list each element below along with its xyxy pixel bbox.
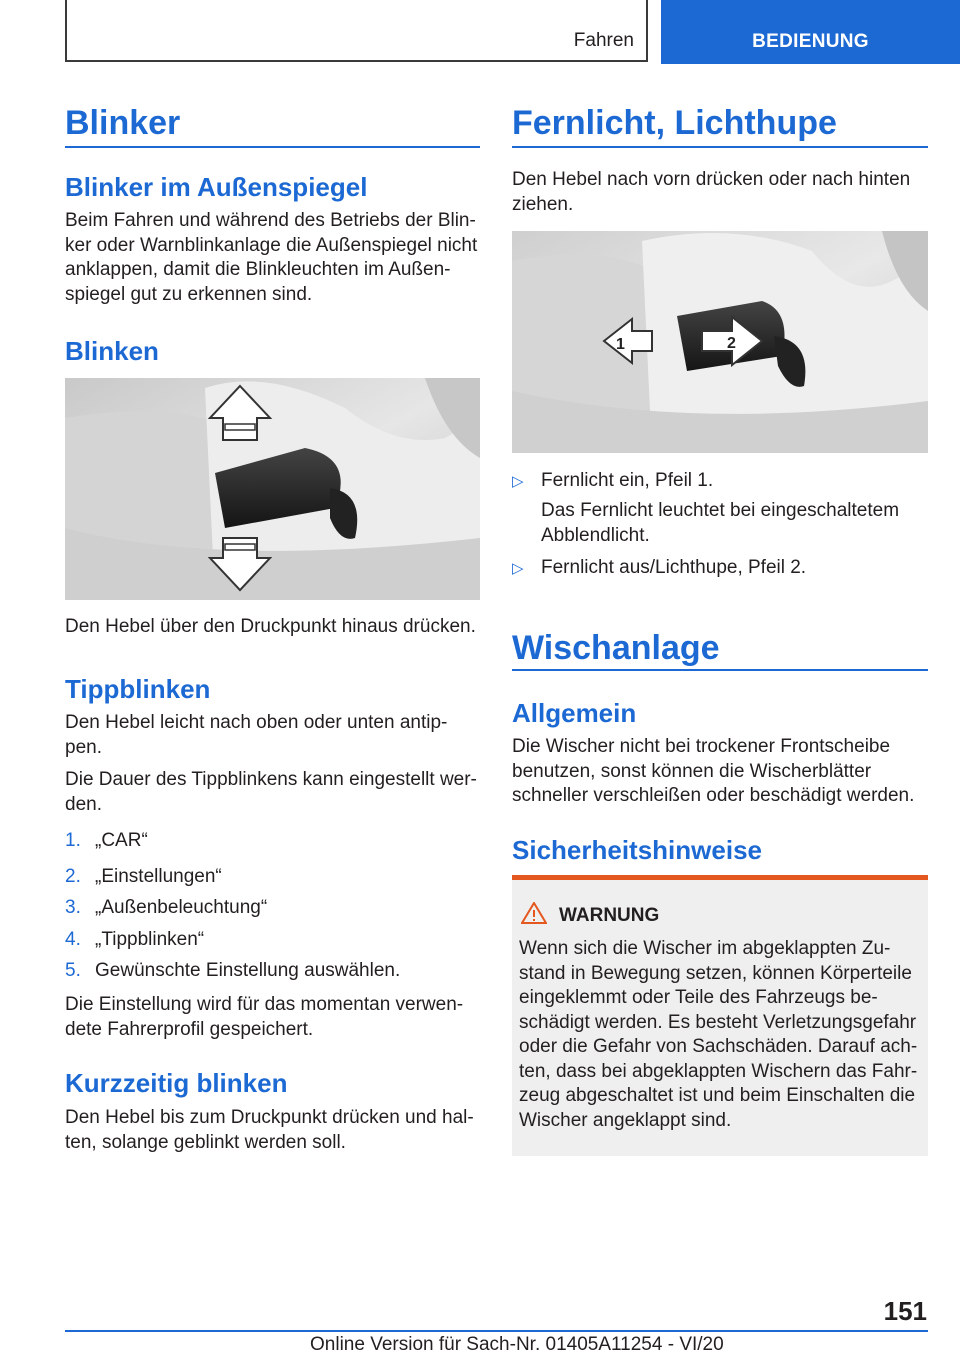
- heading-blinker-aussenspiegel: Blinker im Außenspiegel: [65, 172, 368, 202]
- step-text: „Tippblinken“: [95, 929, 205, 950]
- svg-text:1: 1: [616, 336, 625, 353]
- paragraph-kurzzeitig: Den Hebel bis zum Druckpunkt drücken und hal- ten, solange geblinkt werden soll.: [65, 1107, 474, 1153]
- footer-rule: [65, 1330, 928, 1332]
- heading-rule: [65, 146, 480, 148]
- header-tab[interactable]: [661, 0, 960, 64]
- heading-blinker: Blinker: [65, 104, 181, 142]
- heading-allgemein: Allgemein: [512, 698, 637, 728]
- page-number: 151: [883, 1296, 927, 1326]
- warning-triangle-icon: [521, 902, 547, 924]
- paragraph-tippblinken-2: Die Dauer des Tippblinkens kann eingestellt wer- den.: [65, 769, 477, 815]
- step-number: 4.: [65, 929, 81, 950]
- bullet-triangle-icon: ▷: [512, 560, 524, 577]
- heading-blinken: Blinken: [65, 336, 159, 366]
- svg-text:2: 2: [727, 335, 736, 352]
- step-number: 3.: [65, 897, 81, 918]
- warning-box: [512, 875, 928, 1156]
- header-box: [65, 0, 648, 62]
- bullet-fernlicht-ein: Fernlicht ein, Pfeil 1.: [541, 470, 714, 491]
- paragraph-tippblinken-1: Den Hebel leicht nach oben oder unten antip- pen.: [65, 712, 448, 758]
- step-text: „CAR“: [95, 830, 148, 851]
- bullet-fernlicht-ein-detail: Das Fernlicht leuchtet bei eingeschaltetem Abblendlicht.: [541, 500, 900, 546]
- step-number: 2.: [65, 866, 81, 887]
- step-text: „Einstellungen“: [95, 866, 222, 887]
- warning-title: WARNUNG: [559, 905, 660, 926]
- heading-sicherheitshinweise: Sicherheitshinweise: [512, 835, 762, 865]
- warning-text: Wenn sich die Wischer im abgeklappten Zu- stand in Bewegung setzen, können Körperteile eingeklemmt oder Teile des Fahrzeugs be- schädigt werden. Es besteht Verletzungsgefahr oder die Gefahr von Sachschäden. Darauf ach- ten, dass bei abgeklappten Wischern das Fahr- zeug abgeschaltet ist und beim Einschalten die Wischer angeklappt sind.: [519, 938, 918, 1131]
- paragraph-allgemein: Die Wischer nicht bei trockener Frontscheibe benutzen, sonst können die Wischerblätter schneller verschleißen oder beschädigt werden.: [512, 736, 915, 806]
- step-text: Gewünschte Einstellung auswählen.: [95, 960, 401, 981]
- paragraph-fernlicht: Den Hebel nach vorn drücken oder nach hinten ziehen.: [512, 169, 911, 215]
- heading-wischanlage: Wischanlage: [512, 629, 720, 667]
- step-number: 1.: [65, 830, 81, 851]
- header-tab-label: BEDIENUNG: [752, 31, 869, 52]
- fernlicht-lever-image: [512, 231, 928, 453]
- heading-fernlicht: Fernlicht, Lichthupe: [512, 104, 837, 142]
- heading-rule: [512, 146, 928, 148]
- heading-rule: [512, 669, 928, 671]
- bullet-fernlicht-aus: Fernlicht aus/Lichthupe, Pfeil 2.: [541, 557, 807, 578]
- paragraph-fahrerprofil: Die Einstellung wird für das momentan verwen- dete Fahrerprofil gespeichert.: [65, 994, 464, 1040]
- step-text: „Außenbeleuchtung“: [95, 897, 268, 918]
- blinker-lever-image: [65, 378, 480, 600]
- heading-tippblinken: Tippblinken: [65, 674, 211, 704]
- step-number: 5.: [65, 960, 81, 981]
- heading-kurzzeitig-blinken: Kurzzeitig blinken: [65, 1068, 288, 1098]
- paragraph-aussenspiegel: Beim Fahren und während des Betriebs der Blin- ker oder Warnblinkanlage die Außenspiegel nicht anklappen, damit die Blinkleuchten im Außen- spiegel gut zu erkennen sind.: [65, 210, 478, 305]
- warning-bar: [512, 875, 928, 880]
- header-section-title: Fahren: [573, 30, 634, 51]
- footer-online-version: Online Version für Sach-Nr. 01405A11254 - VI/20: [310, 1334, 724, 1355]
- bullet-triangle-icon: ▷: [512, 473, 524, 490]
- paragraph-blinken: Den Hebel über den Druckpunkt hinaus drücken.: [65, 616, 476, 637]
